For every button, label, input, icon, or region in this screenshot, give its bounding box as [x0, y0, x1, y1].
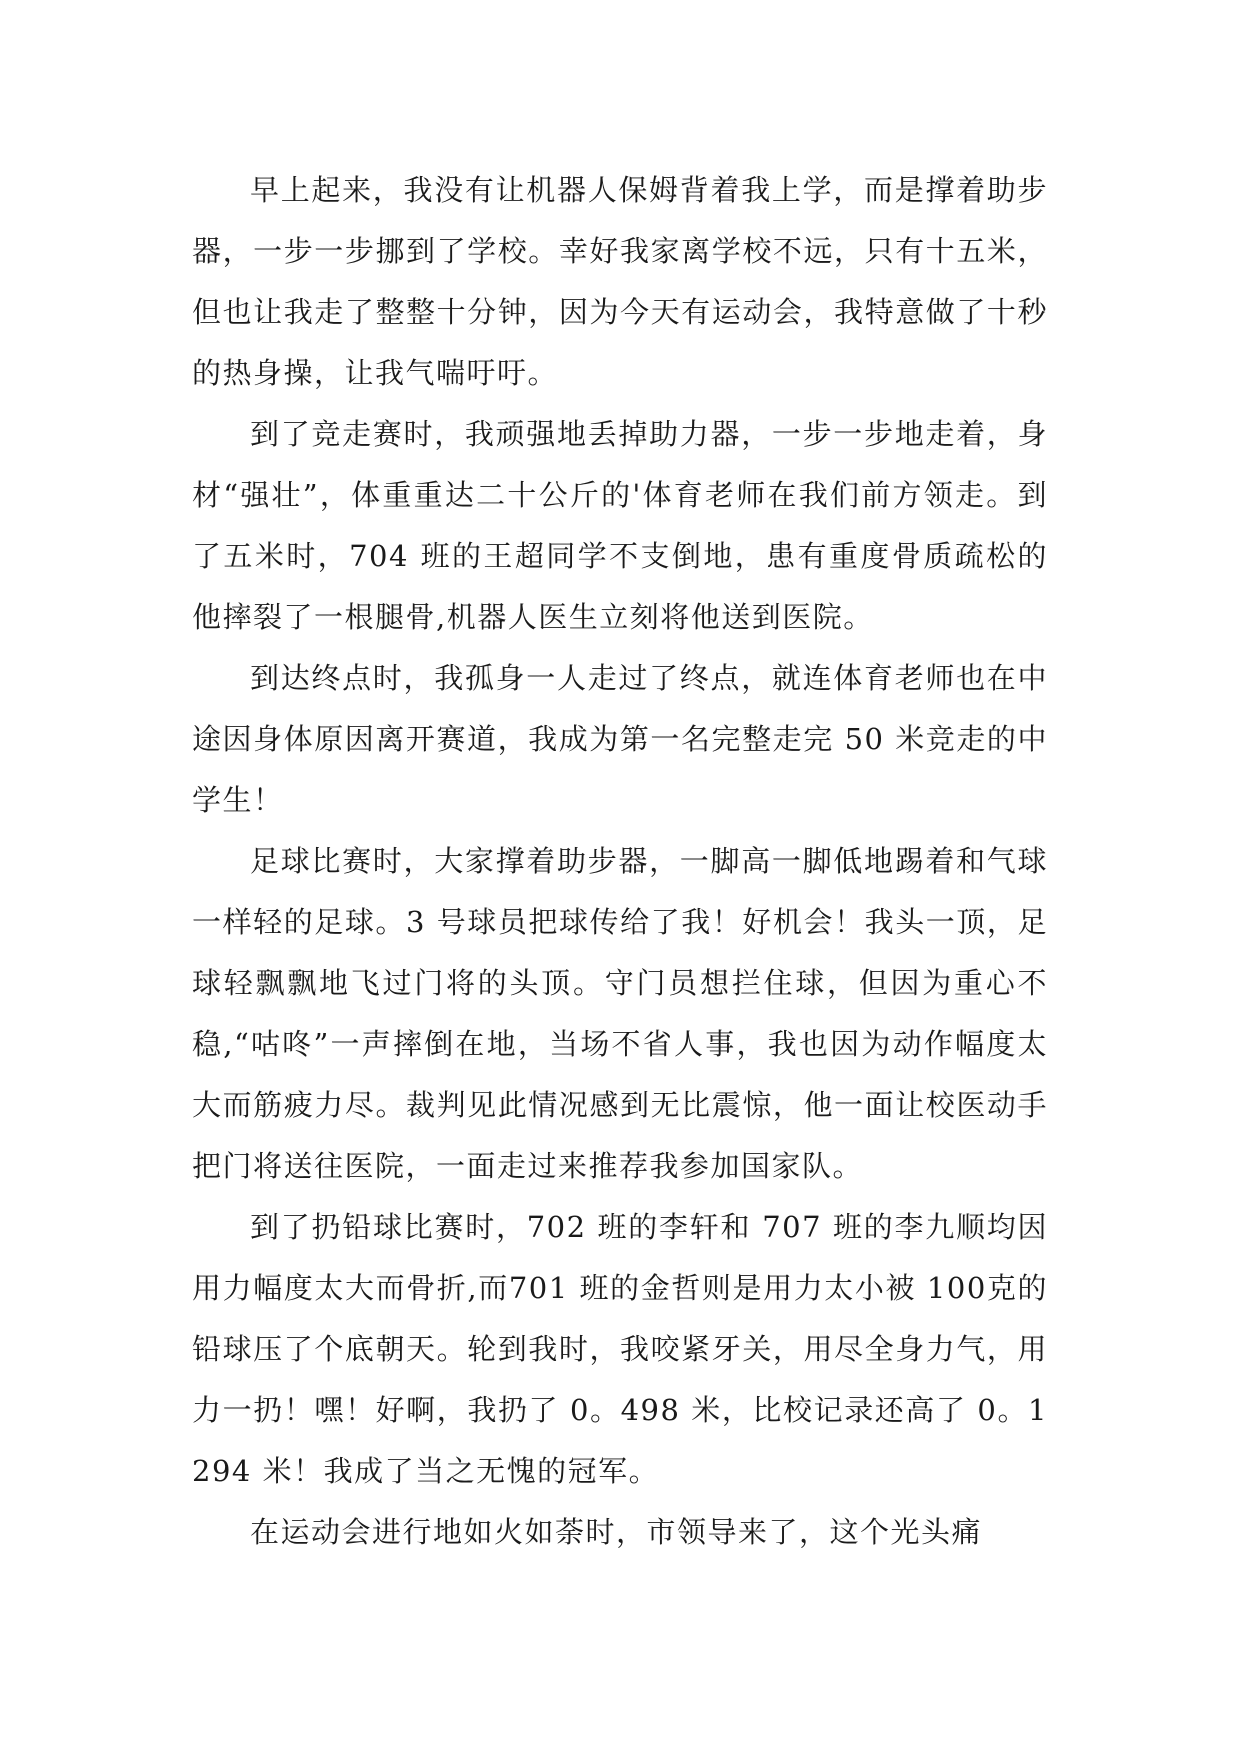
paragraph: 到了竞走赛时，我顽强地丢掉助力器，一步一步地走着，身材“强壮”，体重重达二十公斤的'体育老师在我们前方领走。到了五米时，704 班的王超同学不支倒地，患有重度骨质疏松的他摔裂了一根腿骨,机器人医生立刻将他送到医院。 [192, 417, 1048, 634]
paragraph: 到达终点时，我孤身一人走过了终点，就连体育老师也在中途因身体原因离开赛道，我成为第一名完整走完 50 米竞走的中学生！ [192, 661, 1048, 817]
paragraph: 到了扔铅球比赛时，702 班的李轩和 707 班的李九顺均因用力幅度太大而骨折,而701 班的金哲则是用力太小被 100克的铅球压了个底朝天。轮到我时，我咬紧牙关，用尽全身力气，用力一扔！嘿！好啊，我扔了 0。498 米，比校记录还高了 0。1294 米！我成了当之无愧的冠军。 [192, 1210, 1048, 1488]
paragraph: 足球比赛时，大家撑着助步器，一脚高一脚低地踢着和气球一样轻的足球。3 号球员把球传给了我！好机会！我头一顶，足球轻飘飘地飞过门将的头顶。守门员想拦住球，但因为重心不稳,“咕咚”一声摔倒在地，当场不省人事，我也因为动作幅度太大而筋疲力尽。裁判见此情况感到无比震惊，他一面让校医动手把门将送往医院，一面走过来推荐我参加国家队。 [192, 844, 1048, 1183]
paragraph: 早上起来，我没有让机器人保姆背着我上学，而是撑着助步器，一步一步挪到了学校。幸好我家离学校不远，只有十五米，但也让我走了整整十分钟，因为今天有运动会，我特意做了十秒的热身操，让我气喘吁吁。 [192, 173, 1048, 390]
document-body [192, 160, 1048, 1563]
paragraph: 在运动会进行地如火如荼时，市领导来了，这个光头痛 [250, 1515, 983, 1549]
